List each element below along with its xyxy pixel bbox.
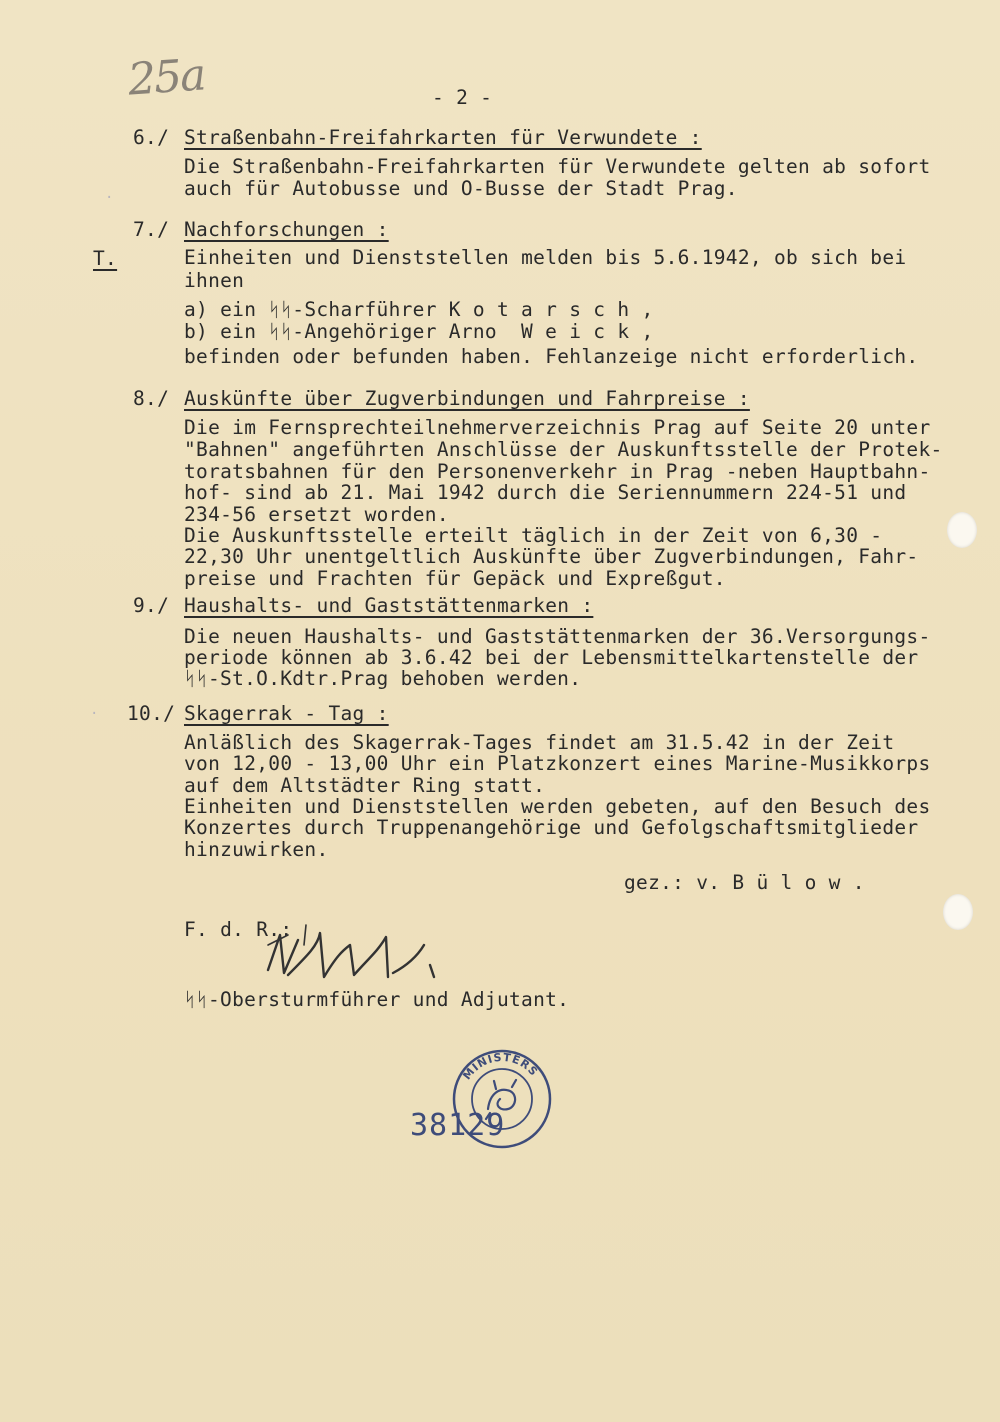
item-10-line-1: Anläßlich des Skagerrak-Tages findet am 31.5.42 in der Zeit	[184, 731, 895, 754]
punch-hole-top	[947, 512, 977, 548]
item-10-line-4: Einheiten und Dienststellen werden gebeten, auf den Besuch des	[184, 795, 931, 818]
item-8-line-5: 234-56 ersetzt worden.	[184, 503, 449, 526]
item-10-line-5: Konzertes durch Truppenangehörige und Gefolgschaftsmitglieder	[184, 816, 919, 839]
item-6-line-1: Die Straßenbahn-Freifahrkarten für Verwundete gelten ab sofort	[184, 155, 931, 178]
punch-hole-bottom	[943, 894, 973, 930]
item-8-number: 8./	[133, 387, 170, 410]
item-8-line-2: "Bahnen" angeführten Anschlüsse der Auskunftsstelle der Protek-	[184, 438, 943, 461]
page-number: - 2 -	[432, 86, 493, 109]
item-8-line-6: Die Auskunftsstelle erteilt täglich in der Zeit von 6,30 -	[184, 524, 883, 547]
item-7-title: Nachforschungen :	[184, 218, 389, 241]
handwritten-signature	[258, 915, 458, 995]
item-7-closing: befinden oder befunden haben. Fehlanzeige nicht erforderlich.	[184, 345, 919, 368]
item-7-line-1: Einheiten und Dienststellen melden bis 5.6.1942, ob sich bei	[184, 246, 907, 269]
handwritten-note: 25a	[126, 49, 206, 106]
item-8-line-8: preise und Frachten für Gepäck und Expreßgut.	[184, 567, 726, 590]
item-6-title: Straßenbahn-Freifahrkarten für Verwundete :	[184, 126, 702, 149]
item-9-number: 9./	[133, 594, 170, 617]
pencil-mark: ·	[90, 706, 99, 722]
item-10-line-3: auf dem Altstädter Ring statt.	[184, 774, 546, 797]
item-10-title: Skagerrak - Tag :	[184, 702, 389, 725]
item-6-line-2: auch für Autobusse und O-Busse der Stadt Prag.	[184, 177, 738, 200]
item-10-number: 10./	[127, 702, 176, 725]
svg-text:MINISTERS	[460, 1051, 540, 1082]
item-8-line-3: toratsbahnen für den Personenverkehr in Prag -neben Hauptbahn-	[184, 460, 931, 483]
item-8-title: Auskünfte über Zugverbindungen und Fahrpreise :	[184, 387, 750, 410]
signatory-title: ᛋᛋ-Obersturmführer und Adjutant.	[184, 988, 570, 1011]
stamp-number: 38129	[410, 1108, 506, 1143]
item-9-line-3: ᛋᛋ-St.O.Kdtr.Prag behoben werden.	[184, 667, 582, 690]
fdr-label: F. d. R.:	[184, 918, 293, 941]
item-9-title: Haushalts- und Gaststättenmarken :	[184, 594, 594, 617]
item-8-line-1: Die im Fernsprechteilnehmerverzeichnis Prag auf Seite 20 unter	[184, 416, 931, 439]
item-7-number: 7./	[133, 218, 170, 241]
item-10-line-2: von 12,00 - 13,00 Uhr ein Platzkonzert eines Marine-Musikkorps	[184, 752, 931, 775]
item-6-number: 6./	[133, 126, 170, 149]
stamp-text: MINISTERS	[460, 1050, 541, 1083]
item-8-line-4: hof- sind ab 21. Mai 1942 durch die Seriennummern 224-51 und	[184, 481, 907, 504]
item-9-line-1: Die neuen Haushalts- und Gaststättenmarken der 36.Versorgungs-	[184, 625, 931, 648]
item-7-sublist-b: b) ein ᛋᛋ-Angehöriger Arno W e i c k ,	[184, 320, 654, 343]
item-8-line-7: 22,30 Uhr unentgeltlich Auskünfte über Zugverbindungen, Fahr-	[184, 545, 919, 568]
pencil-mark: ·	[105, 190, 114, 206]
item-7-line-2: ihnen	[184, 269, 245, 292]
item-10-line-6: hinzuwirken.	[184, 838, 329, 861]
item-7-sublist-a: a) ein ᛋᛋ-Scharführer K o t a r s c h ,	[184, 298, 654, 321]
signed-by: gez.: v. B ü l o w .	[624, 871, 865, 894]
item-7-margin-mark: T.	[93, 247, 118, 270]
item-9-line-2: periode können ab 3.6.42 bei der Lebensmittelkartenstelle der	[184, 646, 919, 669]
